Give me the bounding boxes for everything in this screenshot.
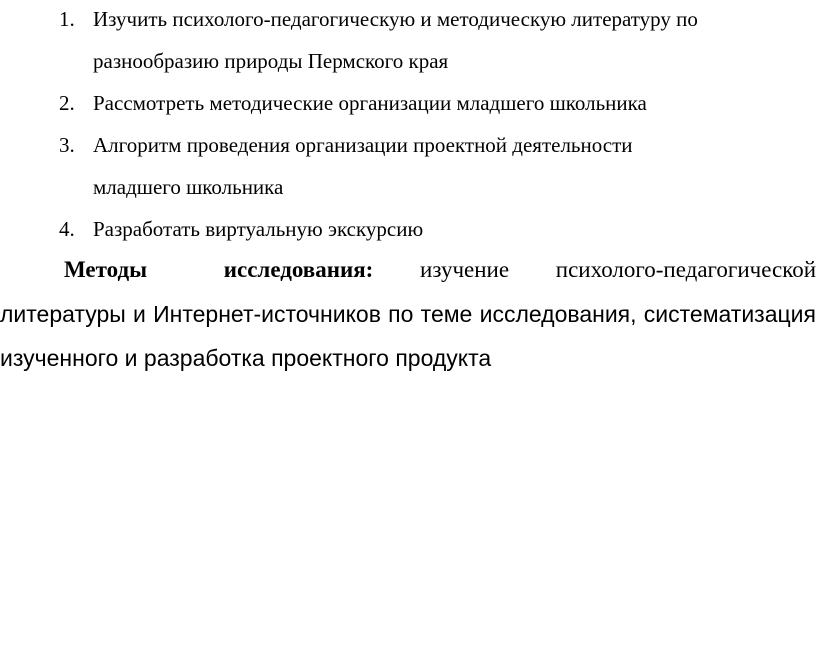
research-methods-paragraph — [0, 248, 816, 380]
methods-text: изучение психолого-педагогической — [420, 257, 816, 282]
list-item-text: Разработать виртуальную экскурсию — [93, 217, 424, 241]
methods-label: Методы исследования: — [64, 257, 374, 282]
list-item — [0, 82, 816, 124]
methods-text: изученного и разработка проектного продукта — [0, 345, 492, 371]
list-item — [0, 208, 816, 250]
list-item-text: Алгоритм проведения организации проектной деятельности — [93, 133, 633, 157]
list-item-text: Изучить психолого-педагогическую и методическую литературу по — [93, 7, 698, 31]
list-item-number: 2. — [59, 91, 75, 115]
list-item-text: младшего школьника — [93, 175, 284, 199]
list-item-text: Рассмотреть методические организации младшего школьника — [93, 91, 647, 115]
list-item-text: разнообразию природы Пермского края — [93, 49, 449, 73]
list-item-number: 3. — [59, 133, 75, 157]
list-item — [0, 0, 816, 82]
list-item-number: 1. — [59, 7, 75, 31]
list-item — [0, 124, 816, 208]
methods-text: литературы и Интернет-источников по теме исследования, систематизация — [0, 301, 816, 327]
methods-first-line — [0, 248, 816, 292]
tasks-list — [0, 0, 816, 250]
list-item-number: 4. — [59, 217, 75, 241]
